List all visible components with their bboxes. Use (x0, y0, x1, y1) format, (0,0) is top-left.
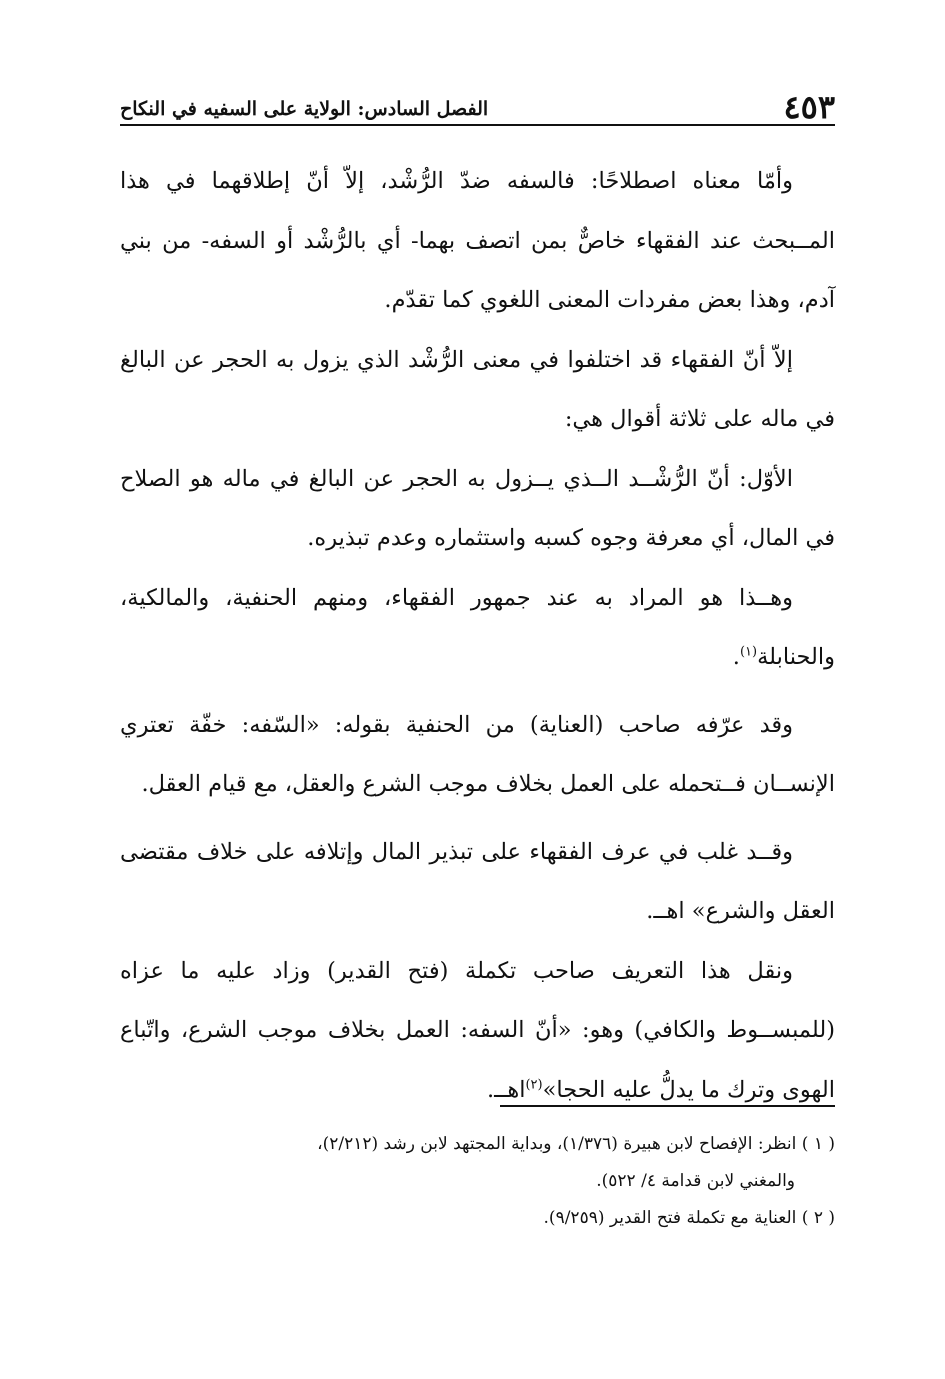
footnote-1-continuation: والمغني لابن قدامة ٤/ ٥٢٢). (596, 1171, 795, 1191)
running-title: الفصل السادس: الولاية على السفيه في النكاح (120, 98, 489, 120)
paragraph (120, 569, 835, 688)
paragraph (120, 942, 835, 1121)
paragraph: وأمّا معناه اصطلاحًا: فالسفه ضدّ الرُّشْد، إلاّ أنّ إطلاقهما في هذا المــبحث عند الفقهاء خاصٌّ بمن اتصف بهما- أي بالرُّشْد أو السفه- من بني آدم، وهذا بعض مفردات المعنى اللغوي كما تقدّم. (120, 168, 835, 313)
footnote-ref: (٢) (525, 1077, 543, 1092)
paragraph-end: . (732, 644, 740, 670)
paragraph: إلاّ أنّ الفقهاء قد اختلفوا في معنى الرُّشْد الذي يزول به الحجر عن البالغ في ماله على ثلاثة أقوال هي: (120, 346, 835, 432)
footnote-2: ( ٢ ) العناية مع تكملة فتح القدير (٩/٢٥٩). (543, 1208, 835, 1228)
paragraph-end: اهــ. (487, 1076, 526, 1103)
footnote-ref: (١) (739, 644, 758, 660)
footnotes (120, 1126, 835, 1237)
page-header (120, 90, 835, 126)
paragraph-text: وهــذا هو المراد به عند جمهور الفقهاء، ومنهم الحنفية، والمالكية، والحنابلة (120, 584, 835, 670)
footnote-1: ( ١ ) انظر: الإفصاح لابن هبيرة (١/٣٧٦)، وبداية المجتهد لابن رشد (٢/٢١٢)، (317, 1134, 835, 1154)
paragraph: وقــد غلب في عرف الفقهاء على تبذير المال وإتلافه على خلاف مقتضى العقل والشرع» اهــ. (120, 838, 835, 924)
paragraph-text: ونقل هذا التعريف صاحب تكملة (فتح القدير) وزاد عليه ما عزاه (للمبســوط والكافي) وهو: «أنّ السفه: العمل بخلاف موجب الشرع، واتّباع الهوى وترك ما يدلُّ عليه الحجا» (120, 957, 835, 1103)
paragraph: الأوّل: أنّ الرُّشْــد الــذي يــزول به الحجر عن البالغ في ماله هو الصلاح في المال، أي معرفة وجوه كسبه واستثماره وعدم تبذيره. (120, 465, 835, 551)
footnote-separator (500, 1105, 835, 1107)
main-text (120, 152, 835, 1120)
paragraph: وقد عرّفه صاحب (العناية) من الحنفية بقوله: «السّفه: خفّة تعتري الإنســان فــتحمله على العمل بخلاف موجب الشرع والعقل، مع قيام العقل. (120, 711, 835, 797)
page-number: ٤٥٣ (783, 88, 835, 126)
